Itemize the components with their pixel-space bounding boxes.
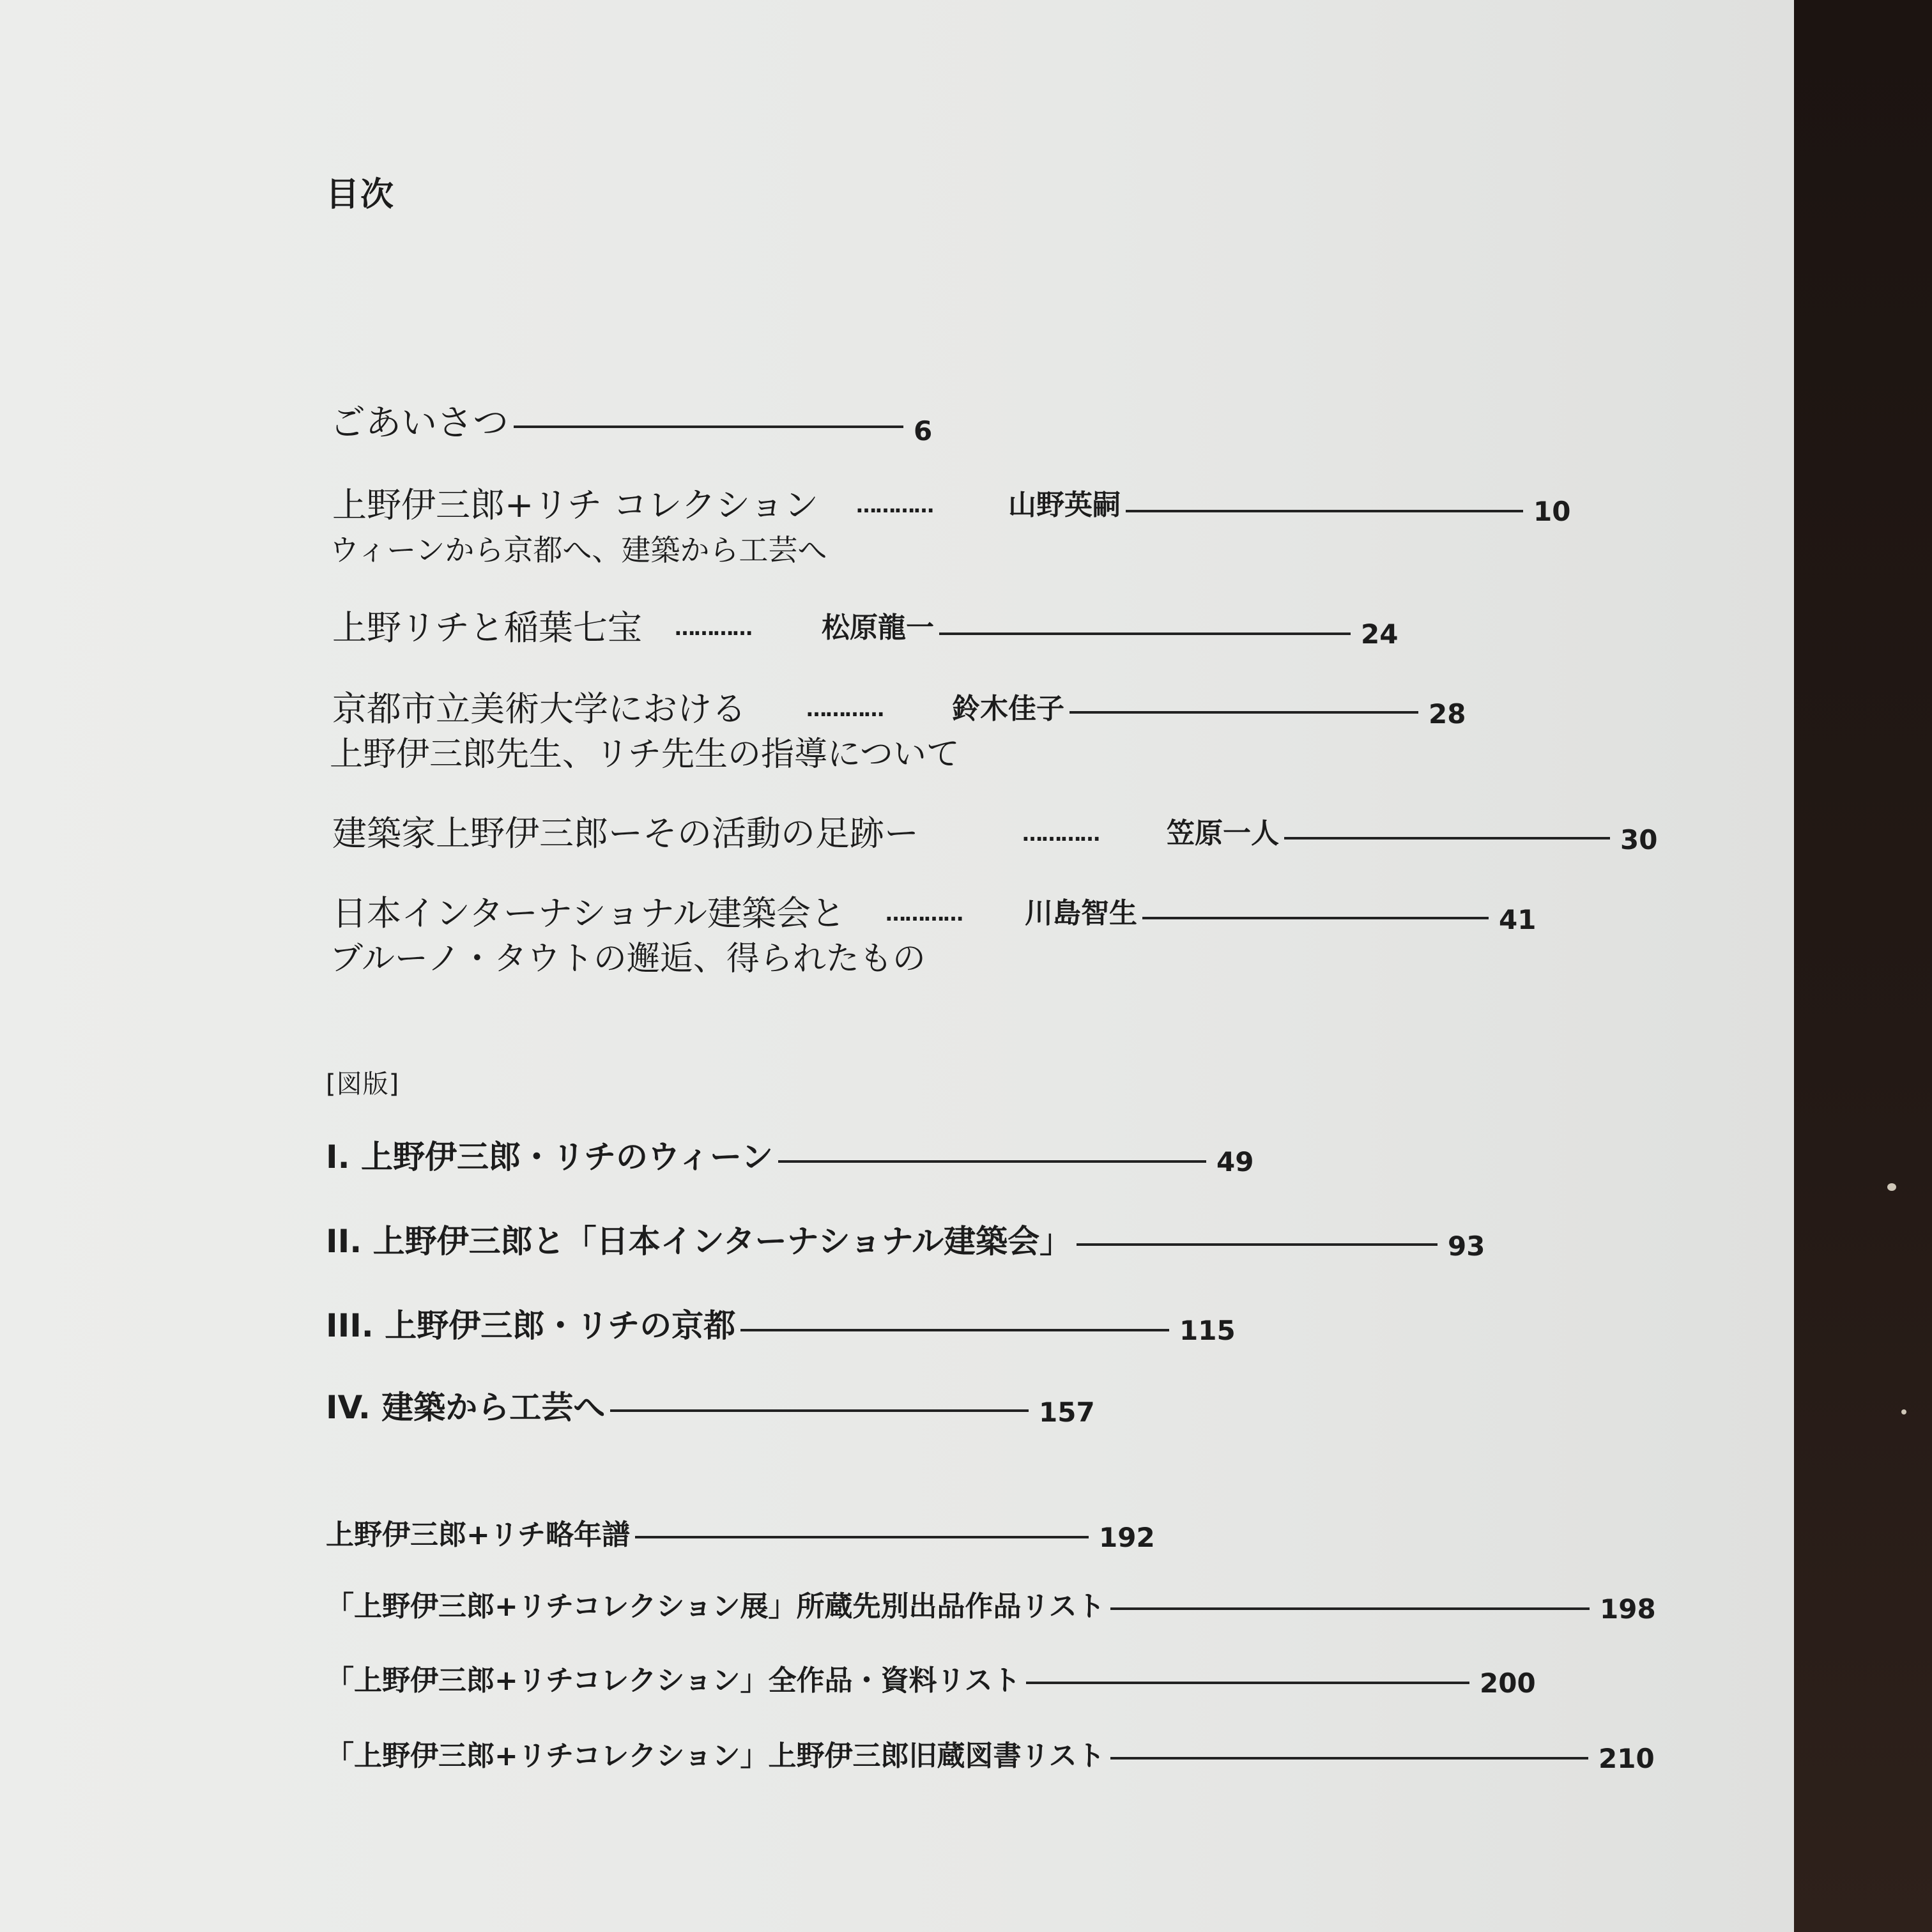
- appendix-title: 「上野伊三郎+リチコレクション展」所蔵先別出品作品リスト: [326, 1590, 1105, 1623]
- toc-entry: [326, 483, 1604, 528]
- entry-dots: …………: [885, 901, 962, 926]
- leader-line: [1077, 1243, 1438, 1246]
- entry-title: 建築家上野伊三郎ーその活動の足跡ー: [332, 813, 919, 854]
- entry-author: 鈴木佳子: [952, 693, 1064, 725]
- entry-title: ごあいさつ: [330, 402, 509, 444]
- appendix-title: 「上野伊三郎+リチコレクション」上野伊三郎旧蔵図書リスト: [326, 1740, 1105, 1772]
- plate-title: III. 上野伊三郎・リチの京都: [326, 1307, 736, 1344]
- entry-dots: …………: [806, 697, 883, 721]
- entry-title: 日本インターナショナル建築会と: [332, 893, 845, 933]
- plate-title: II. 上野伊三郎と「日本インターナショナル建築会」: [326, 1223, 1072, 1260]
- entry-author: 山野英嗣: [1008, 489, 1121, 521]
- page-number: 115: [1179, 1315, 1236, 1346]
- leader-line: [1026, 1682, 1469, 1684]
- page-number: 198: [1600, 1593, 1656, 1625]
- page-number: 192: [1099, 1522, 1155, 1553]
- entry-title: 上野リチと稲葉七宝: [332, 608, 642, 648]
- page-number: 6: [914, 415, 933, 447]
- appendix-title: 「上野伊三郎+リチコレクション」全作品・資料リスト: [326, 1664, 1021, 1697]
- leader-line: [939, 632, 1351, 635]
- appendix-entry: [326, 1513, 1220, 1558]
- page-number: 10: [1533, 496, 1571, 527]
- leader-line: [635, 1536, 1089, 1538]
- page-number: 210: [1598, 1743, 1655, 1774]
- leader-line: [1126, 510, 1523, 512]
- appendix-entry: [326, 1659, 1604, 1703]
- page-number: 41: [1499, 904, 1537, 935]
- leader-line: [1110, 1757, 1588, 1759]
- desk-background: [1794, 0, 1932, 1932]
- leader-line: [610, 1409, 1029, 1412]
- plate-title: I. 上野伊三郎・リチのウィーン: [326, 1138, 774, 1176]
- toc-entry: [326, 891, 1604, 936]
- entry-dots: …………: [1022, 822, 1099, 846]
- appendix-entry: [326, 1584, 1667, 1629]
- toc-entry: [326, 811, 1731, 856]
- entry-subtitle: ブルーノ・タウトの邂逅、得られたもの: [330, 940, 926, 978]
- entry-title: 上野伊三郎+リチ コレクション: [332, 485, 819, 525]
- toc-entry: [326, 687, 1540, 732]
- leader-line: [1142, 917, 1489, 919]
- appendix-entry: [326, 1734, 1667, 1779]
- leader-line: [1070, 711, 1418, 714]
- leader-line: [514, 425, 903, 428]
- plates-label: [図版]: [326, 1070, 400, 1099]
- desk-speck: [1887, 1183, 1896, 1191]
- entry-author: 松原龍一: [822, 611, 934, 644]
- entry-subtitle: ウィーンから京都へ、建築から工芸へ: [330, 533, 827, 567]
- toc-entry: [326, 606, 1476, 650]
- page-number: 93: [1448, 1230, 1485, 1262]
- page-number: 28: [1429, 698, 1466, 730]
- plate-entry: [326, 1303, 1284, 1348]
- entry-title: 京都市立美術大学における: [332, 689, 746, 729]
- entry-subtitle: 上野伊三郎先生、リチ先生の指導について: [330, 735, 960, 774]
- appendix-title: 上野伊三郎+リチ略年譜: [326, 1519, 630, 1551]
- entry-dots: …………: [856, 493, 933, 518]
- entry-author: 笠原一人: [1167, 817, 1279, 850]
- entry-dots: …………: [675, 616, 751, 640]
- plate-entry: [326, 1385, 1156, 1430]
- leader-line: [1110, 1607, 1590, 1610]
- page-number: 157: [1039, 1397, 1095, 1428]
- leader-line: [740, 1329, 1169, 1331]
- plate-title: IV. 建築から工芸へ: [326, 1389, 606, 1426]
- page-number: 49: [1216, 1146, 1254, 1177]
- leader-line: [778, 1160, 1206, 1163]
- desk-speck: [1901, 1409, 1906, 1414]
- toc-entry: [326, 401, 965, 446]
- toc-heading: 目次: [326, 176, 395, 214]
- page-number: 30: [1620, 824, 1658, 855]
- entry-author: 川島智生: [1025, 897, 1137, 930]
- plate-entry: [326, 1219, 1572, 1264]
- page-number: 200: [1480, 1667, 1536, 1699]
- plate-entry: [326, 1135, 1284, 1179]
- page-number: 24: [1361, 618, 1399, 650]
- leader-line: [1284, 837, 1610, 839]
